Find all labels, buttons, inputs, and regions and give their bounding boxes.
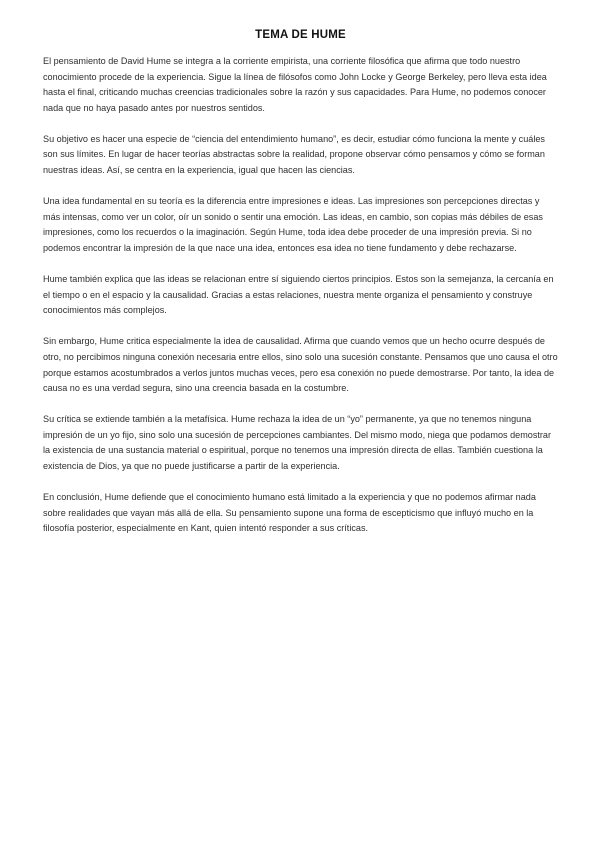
paragraph-impressions-ideas: Una idea fundamental en su teoría es la diferencia entre impresiones e ideas. Las impresiones son percepciones directas y más intensas, como ver un color, oír un sonido o sentir una emoción. Las ideas, en cambio, son copias más débiles de esas impresiones, como los recuerdos o la imaginación. Según Hume, toda idea debe proceder de una impresión previa. Si no podemos encontrar la impresión de la que nace una idea, entonces esa idea no tiene fundamento y debe rechazarse.: [43, 196, 543, 253]
paragraph-conclusion: En conclusión, Hume defiende que el conocimiento humano está limitado a la experiencia y que no podemos afirmar nada sobre realidades que vayan más allá de ella. Su pensamiento supone una forma de escepticismo que influyó mucho en la filosofía posterior, especialmente en Kant, quien intentó responder a sus críticas.: [43, 492, 536, 534]
paragraph-association-principles: Hume también explica que las ideas se relacionan entre sí siguiendo ciertos principios. Estos son la semejanza, la cercanía en el tiempo o en el espacio y la causalidad. Gracias a estas relaciones, nuestra mente organiza el pensamiento y construye conocimientos más complejos.: [43, 274, 554, 316]
paragraph-causality-critique: Sin embargo, Hume critica especialmente la idea de causalidad. Afirma que cuando vemos que un hecho ocurre después de otro, no percibimos ninguna conexión necesaria entre ellos, sino solo una sucesión constante. Pensamos que uno causa el otro porque estamos acostumbrados a verlos juntos muchas veces, pero esa conexión no puede demostrarse. Por tanto, la idea de causa no es una verdad segura, sino una creencia basada en la costumbre.: [43, 336, 558, 394]
paragraph-metaphysics-critique: Su crítica se extiende también a la metafísica. Hume rechaza la idea de un “yo” permanente, ya que no tenemos ninguna impresión de un yo fijo, sino solo una sucesión de percepciones cambiantes. Del mismo modo, niega que podamos demostrar la existencia de una sustancia material o espiritual, porque no tenemos una impresión directa de ellas. También cuestiona la existencia de Dios, ya que no puede justificarse a partir de la experiencia.: [43, 414, 552, 471]
paragraph-objective: Su objetivo es hacer una especie de “ciencia del entendimiento humano”, es decir, estudiar cómo funciona la mente y cuáles son sus límites. En lugar de hacer teorías abstractas sobre la realidad, propone observar cómo pensamos y cómo se forman nuestras ideas. Así, se centra en la experiencia, igual que hacen las ciencias.: [43, 133, 545, 176]
paragraph-introduction: El pensamiento de David Hume se integra a la corriente empirista, una corriente filosófica que afirma que todo nuestro conocimiento procede de la experiencia. Sigue la línea de filósofos como John Locke y George Berkeley, pero lleva esta idea hasta el final, criticando muchas creencias tradicionales sobre la razón y sus capacidades. Para Hume, no podemos conocer nada que no haya pasado antes por nuestros sentidos.: [43, 56, 547, 113]
document-title: TEMA DE HUME: [255, 29, 346, 41]
